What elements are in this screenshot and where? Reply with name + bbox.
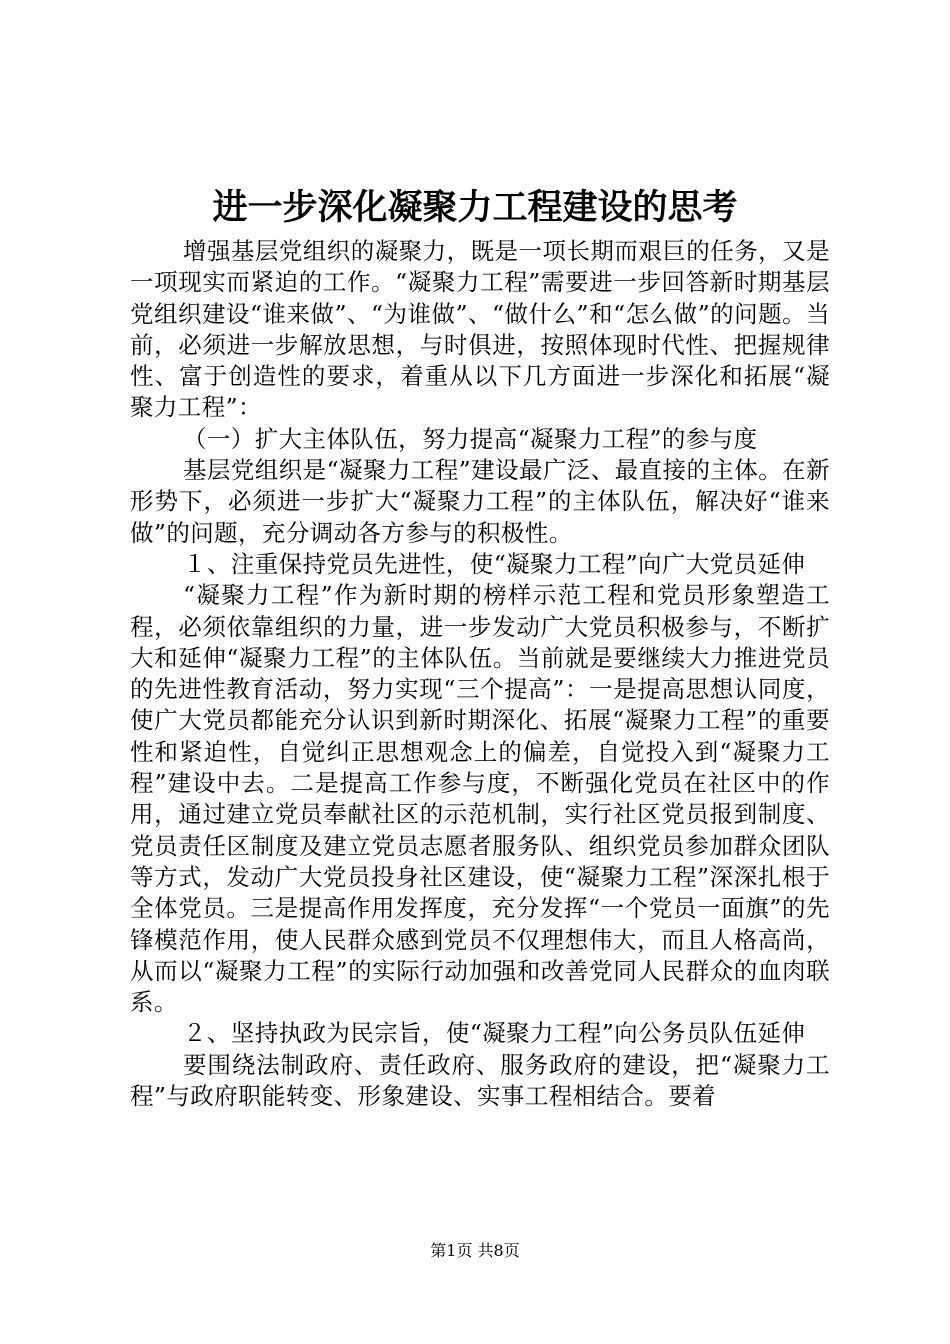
paragraph-subsection-1: “凝聚力工程”作为新时期的榜样示范工程和党员形象塑造工程，必须依靠组织的力量，进一步发动广大党员积极参与，不断扩大和延伸“凝聚力工程”的主体队伍。当前就是要继续大力推进党员的先进性教育活动，努力实现“三个提高”：一是提高思想认同度，使广大党员都能充分认识到新时期深化、拓展“凝聚力工程”的重要性和紧迫性，自觉纠正思想观念上的偏差，自觉投入到“凝聚力工程”建设中去。二是提高工作参与度，不断强化党员在社区中的作用，通过建立党员奉献社区的示范机制，实行社区党员报到制度、党员责任区制度及建立党员志愿者服务队、组织党员参加群众团队等方式，发动广大党员投身社区建设，使“凝聚力工程”深深扎根于全体党员。三是提高作用发挥度，充分发挥“一个党员一面旗”的先锋模范作用，使人民群众感到党员不仅理想伟大，而且人格高尚，从而以“凝聚力工程”的实际行动加强和改善党同人民群众的血肉联系。 — [130, 581, 830, 1017]
section-heading-1: （一）扩大主体队伍，努力提高“凝聚力工程”的参与度 — [183, 424, 758, 453]
paragraph-section-1: 基层党组织是“凝聚力工程”建设最广泛、最直接的主体。在新形势下，必须进一步扩大“凝聚力工程”的主体队伍，解决好“谁来做”的问题，充分调动各方参与的积极性。 — [130, 456, 830, 547]
subheading-2: ２、坚持执政为民宗旨，使“凝聚力工程”向公务员队伍延伸 — [183, 1019, 806, 1048]
paragraph-intro: 增强基层党组织的凝聚力，既是一项长期而艰巨的任务，又是一项现实而紧迫的工作。“凝聚力工程”需要进一步回答新时期基层党组织建设“谁来做”、“为谁做”、“做什么”和“怎么做”的问题。当前，必须进一步解放思想，与时俱进，按照体现时代性、把握规律性、富于创造性的要求，着重从以下几方面进一步深化和拓展“凝聚力工程”： — [130, 237, 830, 422]
document-title: 进一步深化凝聚力工程建设的思考 — [212, 187, 738, 228]
paragraph-subsection-2: 要围绕法制政府、责任政府、服务政府的建设，把“凝聚力工程”与政府职能转变、形象建设、实事工程相结合。要着 — [130, 1050, 830, 1111]
page-number-footer: 第1页 共8页 — [430, 1241, 520, 1260]
subheading-1: １、注重保持党员先进性，使“凝聚力工程”向广大党员延伸 — [183, 549, 806, 578]
document-body — [130, 236, 830, 1112]
